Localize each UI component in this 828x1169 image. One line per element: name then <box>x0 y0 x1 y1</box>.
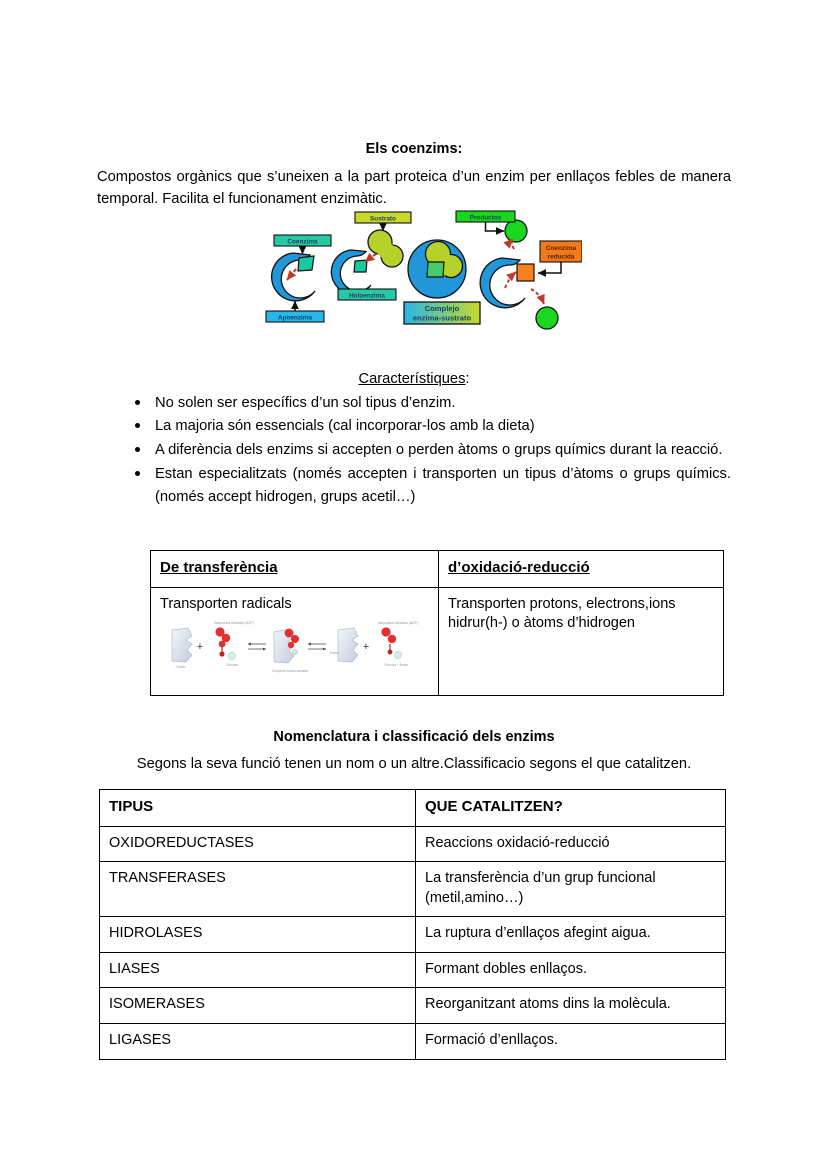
productos-connector <box>486 222 505 231</box>
list-item: La majoria són essencials (cal incorporar-los amb la dieta) <box>131 415 731 438</box>
substrate-shape <box>368 230 403 267</box>
table-cell-oxidation <box>439 587 724 695</box>
product-release-arrow-bottom <box>531 289 544 304</box>
diagram-group-apoenzyme <box>266 235 331 322</box>
complex-label: Complexe enzim-substrat <box>271 669 309 674</box>
table-header-label: d’oxidació-reducció <box>448 559 590 576</box>
enzyme-shape-2 <box>330 628 358 662</box>
table-cell-catalyzes: Formació d’enllaços. <box>416 1023 726 1059</box>
enzyme-classification-table <box>99 789 726 1060</box>
table-cell-type: HIDROLASES <box>100 917 416 953</box>
holoenzima-label: Holoenzima <box>349 292 385 300</box>
atp-molecule-shape <box>215 628 230 657</box>
product-circle-bottom <box>536 307 558 329</box>
enzyme-shape-1 <box>172 628 192 669</box>
plus-sign-2: + <box>362 641 370 654</box>
characteristics-title-colon: : <box>465 371 470 387</box>
characteristics-section <box>97 369 731 509</box>
enzim-label-left: Enzim <box>176 665 186 670</box>
coenzyme-transfer-arrow <box>505 272 516 288</box>
document-body <box>97 140 731 210</box>
table-row <box>100 952 726 988</box>
table-cell-catalyzes: La ruptura d’enllaços afegint aigua. <box>416 917 726 953</box>
reduced-coenzyme-shape <box>517 264 534 281</box>
table-cell-text: Transporten protons, electrons,ions hidrur(h-) o àtoms d’hidrogen <box>448 595 676 632</box>
coenzima-reducida-label-line1: Coenzima <box>545 245 577 253</box>
characteristics-list <box>97 392 731 509</box>
adp-label: Adenosina difosfato (ADP) <box>378 621 418 626</box>
table-cell-catalyzes: La transferència d’un grup funcional (metil,amino…) <box>416 862 726 917</box>
diagram-group-holoenzyme <box>331 212 411 300</box>
table-cell-type: LIGASES <box>100 1023 416 1059</box>
table-cell-type: TRANSFERASES <box>100 862 416 917</box>
table-row <box>151 587 724 695</box>
table-header-cell <box>151 551 439 588</box>
table-row <box>100 1023 726 1059</box>
table-cell-transfer <box>151 587 439 695</box>
glucose-phosphate-shape <box>394 652 401 659</box>
characteristics-title-text: Característiques <box>358 371 466 387</box>
sustrato-label: Sustrato <box>370 215 396 223</box>
equilibrium-arrows-2 <box>308 644 326 649</box>
table-row <box>100 826 726 862</box>
coenzima-reducida-label-line2: reducida <box>547 253 575 261</box>
table-cell-text: Transporten radicals <box>160 595 292 612</box>
plus-sign-1: + <box>196 641 204 654</box>
glucose-shape-1 <box>228 652 236 660</box>
enzyme-substrate-complex-shape <box>272 629 308 673</box>
table-header-label: De transferència <box>160 559 278 576</box>
nomenclature-subtitle: Segons la seva funció tenen un nom o un altre.Classificacio segons el que catalitzen. <box>136 755 692 772</box>
table-cell-catalyzes: Reorganitzant atoms dins la molècula. <box>416 988 726 1024</box>
coenzima-label: Coenzima <box>287 238 318 246</box>
equilibrium-arrows-1 <box>248 644 266 649</box>
table-row <box>100 862 726 917</box>
table-row <box>100 988 726 1024</box>
table-row-header <box>100 790 726 827</box>
complex-coenzyme-shape <box>427 262 444 277</box>
apoenzima-label: Apoenzima <box>277 314 313 322</box>
characteristics-title <box>97 369 731 390</box>
table-header-cell <box>100 790 416 827</box>
table-header-label: QUE CATALITZEN? <box>425 798 563 815</box>
coenzyme-binding-arrow <box>287 269 296 280</box>
table-row-header <box>151 551 724 588</box>
coenzyme-enzyme-cycle-diagram <box>252 206 582 341</box>
table-header-label: TIPUS <box>109 798 154 815</box>
diagram-group-enzyme-substrate-complex <box>404 240 480 324</box>
coenzyme-types-table <box>150 550 724 696</box>
list-item: No solen ser específics d’un sol tipus d’enzim. <box>131 392 731 415</box>
glucosa-fosfat-label: Glucosa + fosfat <box>384 663 408 668</box>
nomenclature-title: Nomenclatura i classificació dels enzims <box>273 729 555 745</box>
list-item: A diferència dels enzims si accepten o perden àtoms o grups químics durant la reacció. <box>131 439 731 462</box>
table-header-cell <box>416 790 726 827</box>
enzim-label-right: Enzim <box>329 651 339 656</box>
coenzyme-shape <box>298 256 314 271</box>
atp-reaction-diagram <box>162 616 424 678</box>
atp-label: Adenosina trifosfato (ATP) <box>214 621 254 626</box>
list-item: Estan especialitzats (només accepten i transporten un tipus d’àtoms o grups químics.(només accept hidrogen, grups acetil…) <box>131 463 731 509</box>
coenzima-reducida-connector <box>538 262 561 273</box>
table-cell-type: LIASES <box>100 952 416 988</box>
table-cell-catalyzes: Reaccions oxidació-reducció <box>416 826 726 862</box>
table-cell-catalyzes: Formant dobles enllaços. <box>416 952 726 988</box>
coenzymes-intro-paragraph: Compostos orgànics que s’uneixen a la part proteica d’un enzim per enllaços febles de manera temporal. Facilita el funcionament enzimàtic. <box>97 168 731 207</box>
glucosa-label: Glucosa <box>226 663 238 668</box>
product-circle-top <box>505 220 527 242</box>
complejo-label-line2: enzima-sustrato <box>412 313 472 323</box>
adp-molecule-shape <box>381 628 396 655</box>
productos-label: Productos <box>469 214 502 222</box>
table-cell-type: ISOMERASES <box>100 988 416 1024</box>
nomenclature-section <box>97 728 731 774</box>
table-row <box>100 917 726 953</box>
complejo-label-line1: Complejo <box>424 304 460 314</box>
table-header-cell <box>439 551 724 588</box>
table-cell-type: OXIDOREDUCTASES <box>100 826 416 862</box>
page-title: Els coenzims: <box>365 141 463 157</box>
